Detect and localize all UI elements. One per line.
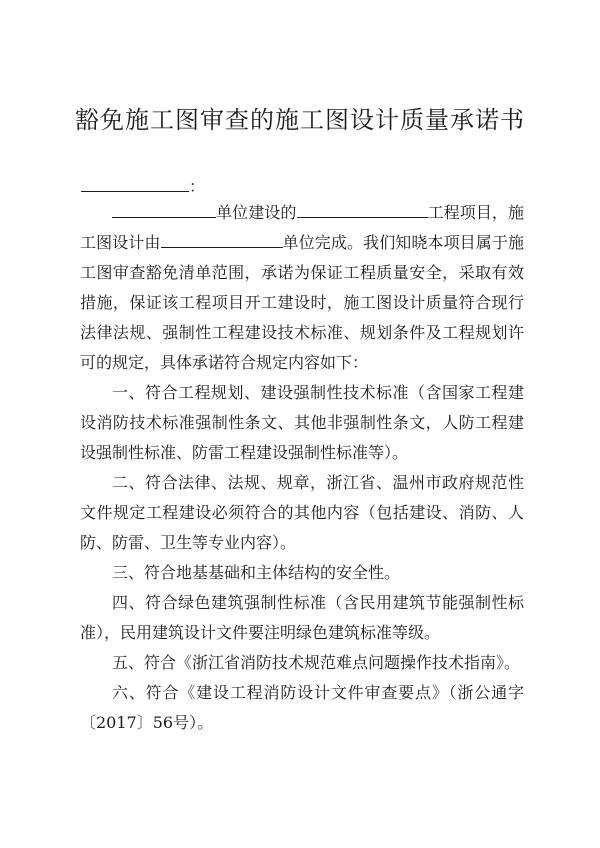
design-unit-blank[interactable] [161,230,283,248]
intro-segment-1: 单位建设的 [216,203,297,222]
intro-paragraph [80,198,524,378]
commitment-item-4: 四、符合绿色建筑强制性标准（含民用建筑节能强制性标准），民用建筑设计文件要注明绿色建筑标准等级。 [80,593,524,642]
commitment-item-6: 六、符合《建设工程消防设计文件审查要点》（浙公通字〔2017〕56号）。 [80,683,524,732]
commitment-item-2: 二、符合法律、法规、规章，浙江省、温州市政府规范性文件规定工程建设必须符合的其他内容（包括建设、消防、人防、防雷、卫生等专业内容）。 [80,473,524,552]
addressee-line [81,174,205,199]
addressee-colon: ： [189,177,206,196]
construction-unit-blank[interactable] [112,200,216,218]
document-title: 豁免施工图审查的施工图设计质量承诺书 [75,106,525,134]
intro-segment-2: 工程项目，施工图设计由 [80,203,524,252]
intro-segment-3: 单位完成。我们知晓本项目属于施工图审查豁免清单范围，承诺为保证工程质量安全，采取有效措施，保证该工程项目开工建设时，施工图设计质量符合现行法律法规、强制性工程建设技术标准、规划条件及工程规划许可的规定，具体承诺符合规定内容如下： [80,233,524,372]
commitment-item-5: 五、符合《浙江省消防技术规范难点问题操作技术指南》。 [112,653,521,672]
addressee-blank[interactable] [81,174,189,192]
commitment-item-1: 一、符合工程规划、建设强制性技术标准（含国家工程建设消防技术标准强制性条文、其他非强制性条文，人防工程建设强制性标准、防雷工程建设强制性标准等）。 [80,383,524,462]
project-name-blank[interactable] [297,200,428,218]
document-body [80,198,524,738]
commitment-item-3: 三、符合地基基础和主体结构的安全性。 [112,563,401,582]
